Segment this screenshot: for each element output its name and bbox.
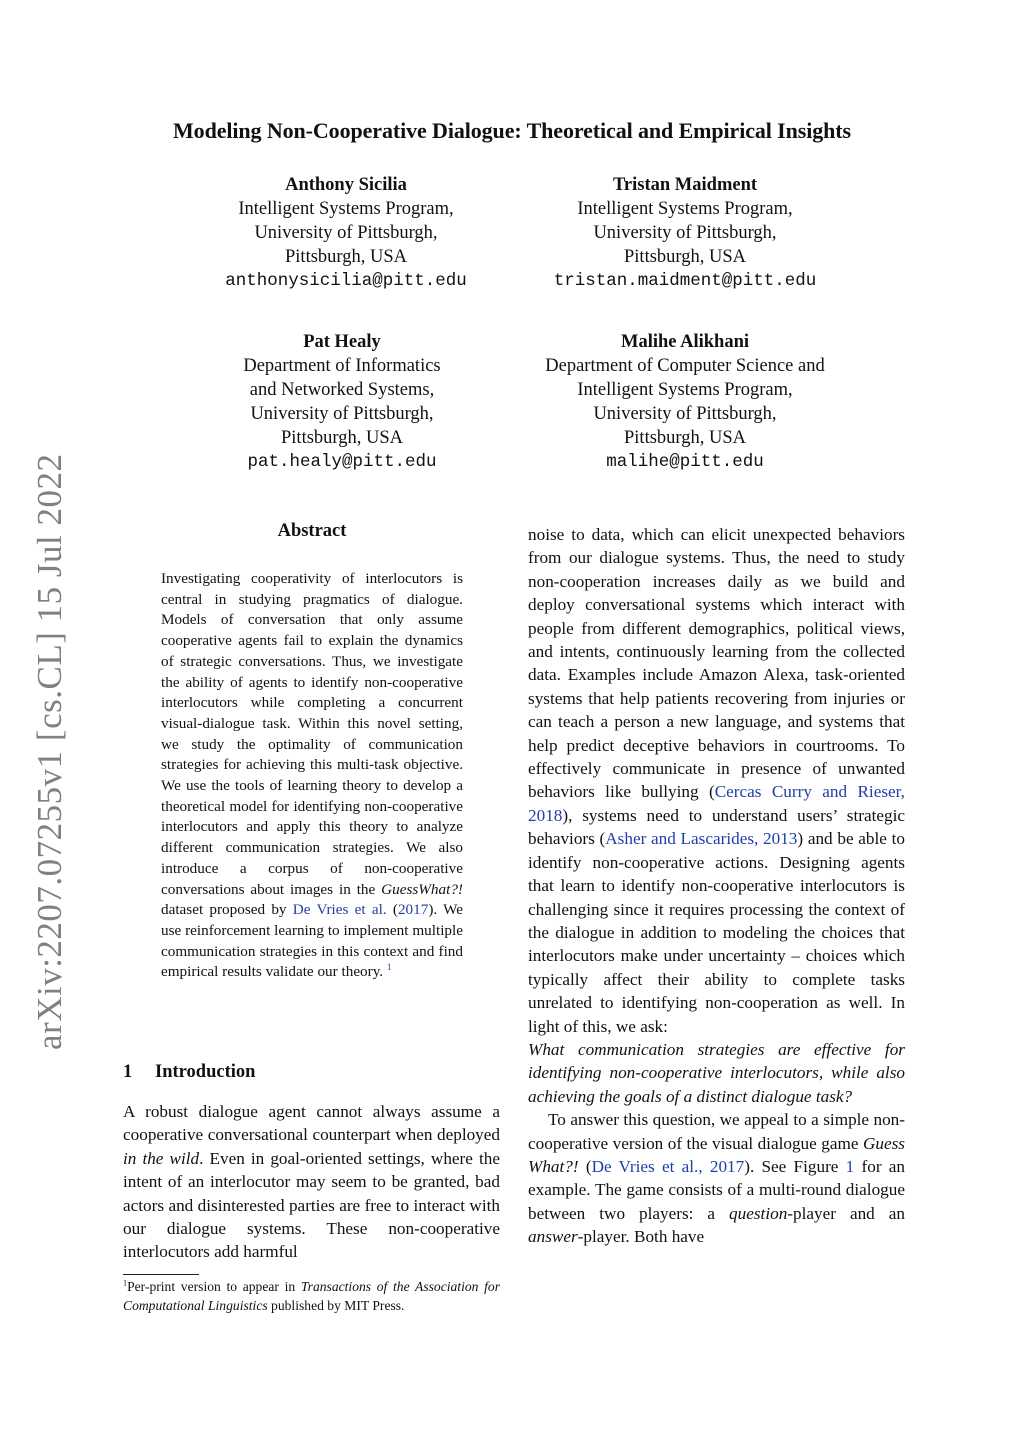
citation-link[interactable]: De Vries et al. <box>292 901 387 919</box>
emphasis-text: in the wild <box>123 1148 200 1168</box>
author-name: Anthony Sicilia <box>285 175 407 195</box>
author-block-sicilia <box>186 173 506 293</box>
footnote-text: published by MIT Press. <box>267 1298 405 1313</box>
citation-link[interactable]: De Vries et al., 2017 <box>591 1156 745 1176</box>
introduction-paragraph <box>123 1100 500 1264</box>
footnote-rule <box>123 1274 199 1275</box>
body-text: -player. Both have <box>577 1227 705 1247</box>
game-name: Guess What?! <box>528 1133 905 1176</box>
citation-link[interactable]: Cercas Curry and Rieser, 2018 <box>528 782 905 825</box>
figure-reference-link[interactable]: 1 <box>845 1156 855 1176</box>
author-name: Malihe Alikhani <box>621 332 749 352</box>
arxiv-identifier-stamp[interactable]: arXiv:2207.07255v1 [cs.CL] 15 Jul 2022 <box>30 453 69 1050</box>
body-text: ), systems need to understand users’ strategic behaviors ( <box>528 805 905 849</box>
body-paragraph <box>528 523 905 1038</box>
body-text: ) and be able to identify non-cooperative actions. Designing agents that learn to identify non-cooperative interlocutors is challenging since it requires processing the context of the dialogue in addition to modeling the choices that interlocutors make under uncertainty – choices which typically affect their ability to complete tasks unrelated to identifying non-cooperation as well. In light of this, we ask: <box>528 829 905 1036</box>
author-affiliation: Department of Computer Science and <box>545 356 825 376</box>
body-text: -player and an <box>787 1203 905 1223</box>
dataset-name: GuessWhat?! <box>381 880 463 898</box>
citation-link[interactable]: Asher and Lascarides, 2013 <box>605 829 798 849</box>
body-paragraph <box>528 1108 905 1248</box>
body-text: for an example. The game consists of a multi-round dialogue between two players: a <box>528 1156 906 1223</box>
author-block-healy <box>192 330 492 474</box>
author-email[interactable]: tristan.maidment@pitt.edu <box>553 271 817 291</box>
author-affiliation: and Networked Systems, <box>249 380 435 400</box>
author-affiliation: Intelligent Systems Program, <box>577 380 793 400</box>
author-name: Pat Healy <box>303 332 381 352</box>
abstract-text: ( <box>386 901 398 919</box>
author-block-alikhani <box>515 330 855 474</box>
journal-name: Transactions of the Association for Computational Linguistics <box>123 1279 500 1313</box>
section-number: 1 <box>123 1062 133 1082</box>
author-affiliation: Pittsburgh, USA <box>281 428 403 448</box>
author-affiliation: Intelligent Systems Program, <box>577 199 793 219</box>
author-block-maidment <box>520 173 850 293</box>
right-column <box>528 523 905 1249</box>
abstract-heading: Abstract <box>277 521 347 541</box>
author-affiliation: Pittsburgh, USA <box>624 247 746 267</box>
section-heading-introduction <box>123 1062 255 1083</box>
abstract-text: dataset proposed by <box>161 901 293 919</box>
paper-title: Modeling Non-Cooperative Dialogue: Theoretical and Empirical Insights <box>173 118 851 143</box>
footnote <box>123 1277 500 1315</box>
abstract-body <box>161 569 463 983</box>
author-affiliation: University of Pittsburgh, <box>593 223 777 243</box>
body-text: ( <box>578 1156 592 1176</box>
author-affiliation: University of Pittsburgh, <box>593 404 777 424</box>
author-affiliation: University of Pittsburgh, <box>254 223 438 243</box>
emphasis-text: question <box>729 1203 788 1223</box>
author-email[interactable]: malihe@pitt.edu <box>606 452 764 472</box>
citation-year-link[interactable]: 2017 <box>397 901 429 919</box>
emphasis-text: answer <box>528 1227 578 1247</box>
body-text: To answer this question, we appeal to a simple non-cooperative version of the visual dialogue game <box>528 1110 905 1153</box>
research-question: What communication strategies are effective for identifying non-cooperative interlocutors, while also achieving the goals of a distinct dialogue task? <box>528 1039 905 1106</box>
footnote-text: Per-print version to appear in <box>127 1279 301 1294</box>
body-text: ). See Figure <box>744 1156 846 1176</box>
author-affiliation: Intelligent Systems Program, <box>238 199 454 219</box>
body-text: A robust dialogue agent cannot always assume a cooperative conversational counterpart when deployed <box>123 1102 500 1145</box>
author-email[interactable]: pat.healy@pitt.edu <box>247 452 437 472</box>
body-text: . Even in goal-oriented settings, where the intent of an interlocutor may seem to be granted, bad actors and disinterested parties are free to interact with our dialogue systems. These non-cooperative interlocutors add harmful <box>123 1148 500 1262</box>
abstract-text: ). We use reinforcement learning to implement multiple communication strategies in this context and find empirical results validate our theory. <box>161 901 464 981</box>
author-email[interactable]: anthonysicilia@pitt.edu <box>225 271 467 291</box>
body-text: noise to data, which can elicit unexpected behaviors from our dialogue systems. Thus, the need to study non-cooperation increases daily as we build and deploy conversational systems which interact with people from different demographics, political views, and intents, continuously learning from the collected data. Examples include Amazon Alexa, task-oriented systems that help patients recovering from injuries or can teach a person a new language, and systems that help predict deceptive behaviors in courtrooms. To effectively communicate in presence of unwanted behaviors like bullying ( <box>528 525 905 802</box>
author-affiliation: Pittsburgh, USA <box>285 247 407 267</box>
footnote-marker[interactable]: 1 <box>386 962 392 973</box>
author-name: Tristan Maidment <box>612 175 758 195</box>
author-affiliation: Pittsburgh, USA <box>624 428 746 448</box>
section-title: Introduction <box>155 1062 256 1082</box>
author-affiliation: Department of Informatics <box>243 356 441 376</box>
author-affiliation: University of Pittsburgh, <box>250 404 434 424</box>
footnote-number: 1 <box>123 1278 128 1288</box>
abstract-text: Investigating cooperativity of interlocutors is central in studying pragmatics of dialogue. Models of conversation that only assume cooperative agents fail to explain the dynamics of strategic conversations. Thus, we investigate the ability of agents to identify non-cooperative interlocutors while completing a concurrent visual-dialogue task. Within this novel setting, we study the optimality of communication strategies for achieving this multi-task objective. We use the tools of learning theory to develop a theoretical model for identifying non-cooperative interlocutors and apply this theory to analyze different communication strategies. We also introduce a corpus of non-cooperative conversations about images in the <box>161 570 463 898</box>
